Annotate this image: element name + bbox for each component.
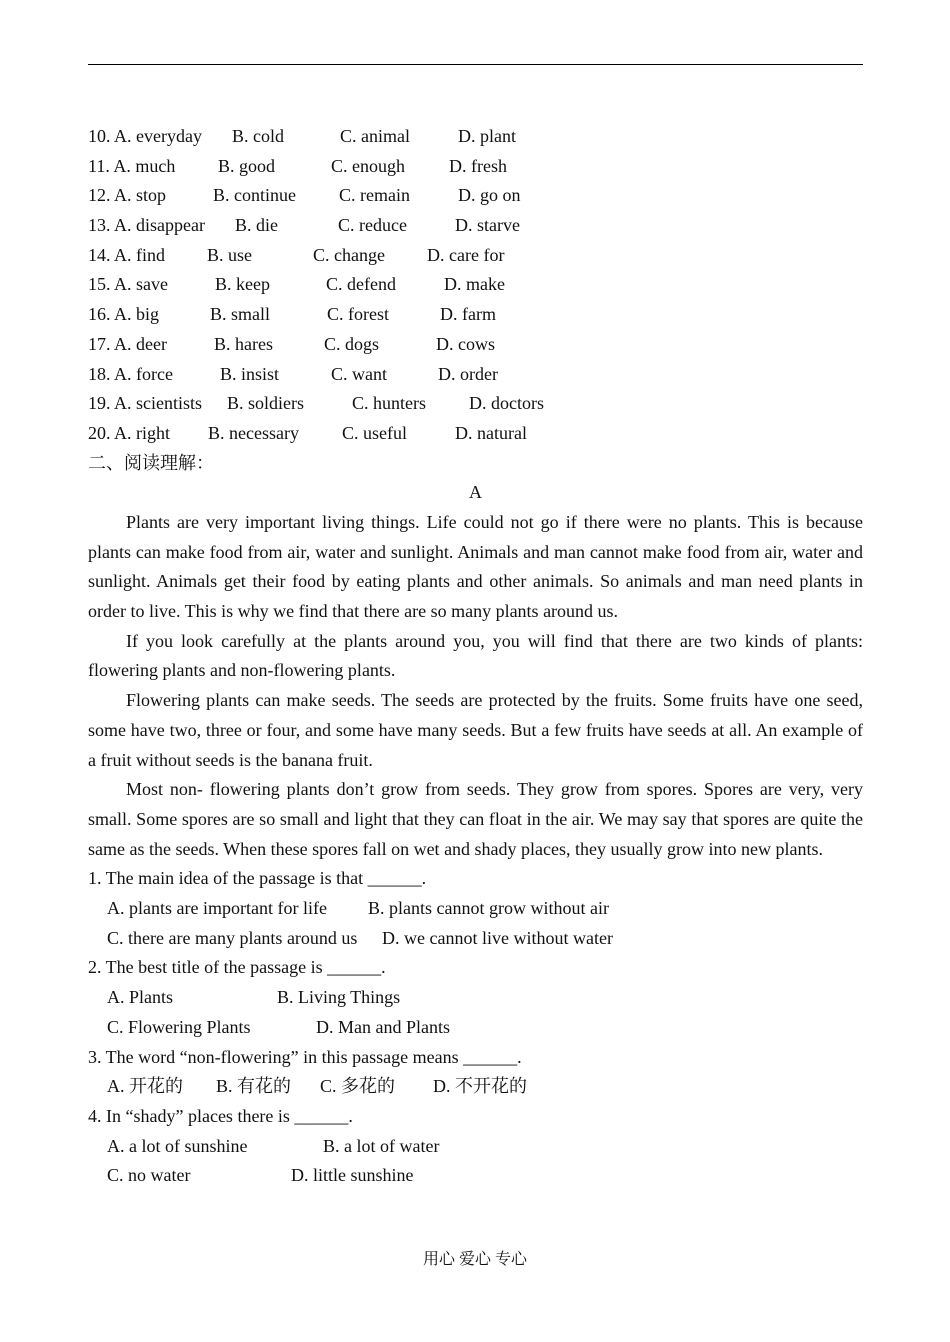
section-title: 二、阅读理解： [88,452,214,473]
cloze-option-b: B. insist [220,363,280,384]
choice-d: D. we cannot live without water [382,927,613,948]
document-page [88,122,863,1191]
cloze-option-b: B. hares [214,333,273,354]
cloze-option-b: B. cold [232,126,284,146]
cloze-row [88,152,863,182]
cloze-row [88,211,863,241]
cloze-option-d: D. doctors [469,393,544,414]
cloze-options [88,122,863,449]
header-rule [88,64,863,65]
cloze-row [88,241,863,271]
question-2-choices-row2 [88,1013,863,1043]
cloze-option-c: C. useful [342,422,407,443]
cloze-option-c: C. reduce [338,215,407,236]
cloze-option-b: B. die [235,215,278,236]
cloze-row [88,360,863,390]
cloze-row [88,122,863,152]
cloze-option-d: D. plant [458,126,516,146]
cloze-option-a: 16. A. big [88,304,160,325]
cloze-option-a: 12. A. stop [88,185,167,206]
cloze-option-a: 13. A. disappear [88,215,205,236]
choice-c: C. no water [107,1165,191,1186]
cloze-row [88,270,863,300]
choice-d: D. 不开花的 [433,1076,527,1097]
cloze-option-a: 18. A. force [88,363,173,384]
choice-a: A. a lot of sunshine [107,1135,248,1156]
cloze-option-d: D. fresh [449,155,507,176]
choice-b: B. Living Things [277,987,401,1008]
passage-label: A [469,482,482,503]
paragraph-3: Flowering plants can make seeds. The seeds are protected by the fruits. Some fruits have one seed, some have two, three or four, and some have many seeds. But a few fruits have seeds at all. An example of a fruit without seeds is the banana fruit. [88,690,863,770]
question-3-stem: 3. The word “non-flowering” in this passage means ______. [88,1046,522,1067]
question-4-stem: 4. In “shady” places there is ______. [88,1105,353,1126]
cloze-option-a: 19. A. scientists [88,393,203,414]
cloze-option-c: C. animal [340,126,410,146]
cloze-option-a: 11. A. much [88,155,176,176]
question-1-choices-row2 [88,924,863,954]
cloze-row [88,389,863,419]
question-1-choices-row1 [88,894,863,924]
cloze-option-a: 17. A. deer [88,333,167,354]
cloze-option-b: B. continue [213,185,296,206]
cloze-option-b: B. small [210,304,271,325]
question-4-choices-row1 [88,1132,863,1162]
cloze-option-c: C. want [331,363,387,384]
cloze-option-d: D. natural [455,422,527,443]
cloze-option-c: C. defend [326,274,396,295]
cloze-option-d: D. cows [436,333,495,354]
choice-b: B. plants cannot grow without air [368,898,609,919]
cloze-option-b: B. necessary [208,422,299,443]
question-1-stem: 1. The main idea of the passage is that ______. [88,868,427,889]
cloze-option-a: 10. A. everyday [88,126,202,146]
choice-c: C. Flowering Plants [107,1016,251,1037]
cloze-option-b: B. use [207,244,252,265]
paragraph-1: Plants are very important living things. Life could not go if there were no plants. This is because plants can make food from air, water and sunlight. Animals and man cannot make food from air, water and sunlight. Animals get their food by eating plants and other animals. So animals and man need plants in order to live. This is why we find that there are so many plants around us. [88,511,863,622]
question-4-choices-row2 [88,1161,863,1191]
question-2-stem: 2. The best title of the passage is ______. [88,957,386,978]
choice-b: B. a lot of water [323,1135,440,1156]
choice-d: D. little sunshine [291,1165,414,1186]
cloze-option-d: D. go on [458,185,521,206]
cloze-option-b: B. good [218,155,276,176]
cloze-option-b: B. soldiers [227,393,305,414]
cloze-option-a: 15. A. save [88,274,168,295]
cloze-option-a: 14. A. find [88,244,166,265]
cloze-row [88,330,863,360]
choice-a: A. 开花的 [107,1076,183,1097]
cloze-row [88,419,863,449]
cloze-option-a: 20. A. right [88,422,171,443]
choice-c: C. there are many plants around us [107,927,358,948]
cloze-option-c: C. forest [327,304,389,325]
choice-d: D. Man and Plants [316,1016,450,1037]
choice-a: A. plants are important for life [107,898,327,919]
cloze-option-d: D. starve [455,215,520,236]
choice-c: C. 多花的 [320,1076,396,1097]
cloze-option-d: D. farm [440,304,496,325]
paragraph-4: Most non- flowering plants don’t grow from seeds. They grow from spores. Spores are very, very small. Some spores are so small and light that they can float in the air. We may say that spores are quite the same as the seeds. When these spores fall on wet and shady places, they usually grow into new plants. [88,779,863,859]
cloze-option-c: C. dogs [324,333,380,354]
cloze-option-c: C. remain [339,185,410,206]
question-2-choices-row1 [88,983,863,1013]
choice-b: B. 有花的 [216,1076,292,1097]
choice-a: A. Plants [107,987,174,1008]
page-footer: 用心 爱心 专心 [422,1251,527,1268]
cloze-option-d: D. make [444,274,505,295]
cloze-row [88,300,863,330]
paragraph-2: If you look carefully at the plants around you, you will find that there are two kinds of plants: flowering plants and non-flowering plants. [88,630,863,681]
cloze-option-c: C. hunters [352,393,426,414]
cloze-option-d: D. care for [427,244,505,265]
question-3-choices [88,1072,863,1102]
cloze-option-c: C. enough [331,155,405,176]
cloze-option-b: B. keep [215,274,270,295]
cloze-option-d: D. order [438,363,498,384]
cloze-option-c: C. change [313,244,385,265]
cloze-row [88,181,863,211]
